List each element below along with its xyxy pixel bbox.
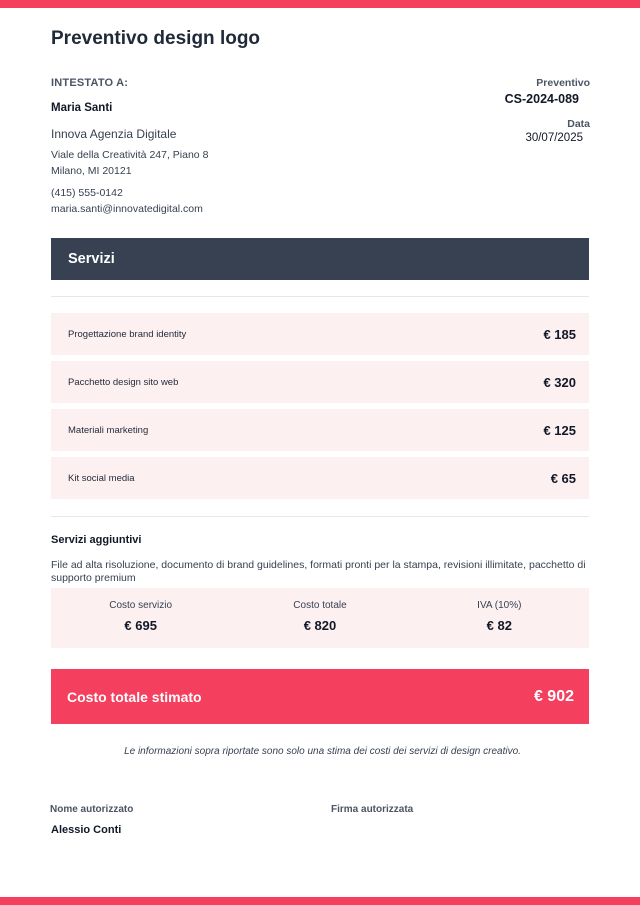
cost-summary (51, 588, 589, 648)
service-row (51, 313, 589, 355)
summary-value: € 820 (303, 618, 337, 633)
service-row (51, 361, 589, 403)
client-company: Innova Agenzia Digitale (51, 127, 177, 141)
authorized-name-value: Alessio Conti (51, 824, 122, 836)
summary-value: € 695 (124, 618, 157, 633)
total-label: Costo totale stimato (67, 688, 202, 705)
quote-number: CS-2024-089 (504, 92, 579, 106)
client-name: Maria Santi (51, 102, 113, 114)
service-price: € 125 (543, 422, 576, 438)
client-email: maria.santi@innovatedigital.com (51, 203, 203, 215)
client-address-line1: Viale della Creatività 247, Piano 8 (51, 149, 209, 161)
summary-total-cost (230, 588, 409, 648)
bill-to-label: INTESTATO A: (51, 77, 129, 89)
date-label: Data (567, 118, 590, 130)
summary-vat (410, 588, 589, 648)
quote-number-label: Preventivo (536, 77, 590, 89)
summary-service-cost (51, 588, 230, 648)
top-accent-bar (0, 0, 640, 8)
document-title: Preventivo design logo (51, 28, 261, 49)
services-header (51, 238, 589, 280)
service-price: € 185 (543, 326, 576, 342)
service-price: € 320 (543, 374, 576, 390)
bottom-accent-bar (0, 897, 640, 905)
extras-title: Servizi aggiuntivi (51, 534, 142, 546)
service-row (51, 409, 589, 451)
summary-value: € 82 (486, 618, 512, 633)
date-value: 30/07/2025 (525, 132, 583, 144)
service-name: Progettazione brand identity (68, 328, 187, 340)
total-value: € 902 (533, 687, 574, 705)
extras-description: File ad alta risoluzione, documento di brand guidelines, formati pronti per la stampa, revisioni illimitate, pacchetto di supporto premium (51, 559, 586, 584)
service-name: Kit social media (68, 472, 135, 484)
service-name: Materiali marketing (68, 424, 149, 436)
estimated-total-banner (51, 669, 589, 724)
client-phone: (415) 555-0142 (51, 187, 123, 199)
summary-label: Costo servizio (109, 600, 173, 611)
services-header-title: Servizi (68, 251, 115, 267)
summary-label: IVA (10%) (477, 600, 522, 611)
authorized-signature-label: Firma autorizzata (331, 804, 414, 815)
disclaimer-note: Le informazioni sopra riportate sono solo una stima dei costi dei servizi di design creativo. (124, 746, 521, 757)
authorized-name-label: Nome autorizzato (50, 804, 134, 815)
divider (51, 516, 589, 517)
divider (51, 296, 589, 297)
service-name: Pacchetto design sito web (68, 376, 179, 388)
client-address-line2: Milano, MI 20121 (51, 165, 132, 177)
service-price: € 65 (550, 470, 576, 486)
service-row (51, 457, 589, 499)
summary-label: Costo totale (293, 600, 347, 611)
